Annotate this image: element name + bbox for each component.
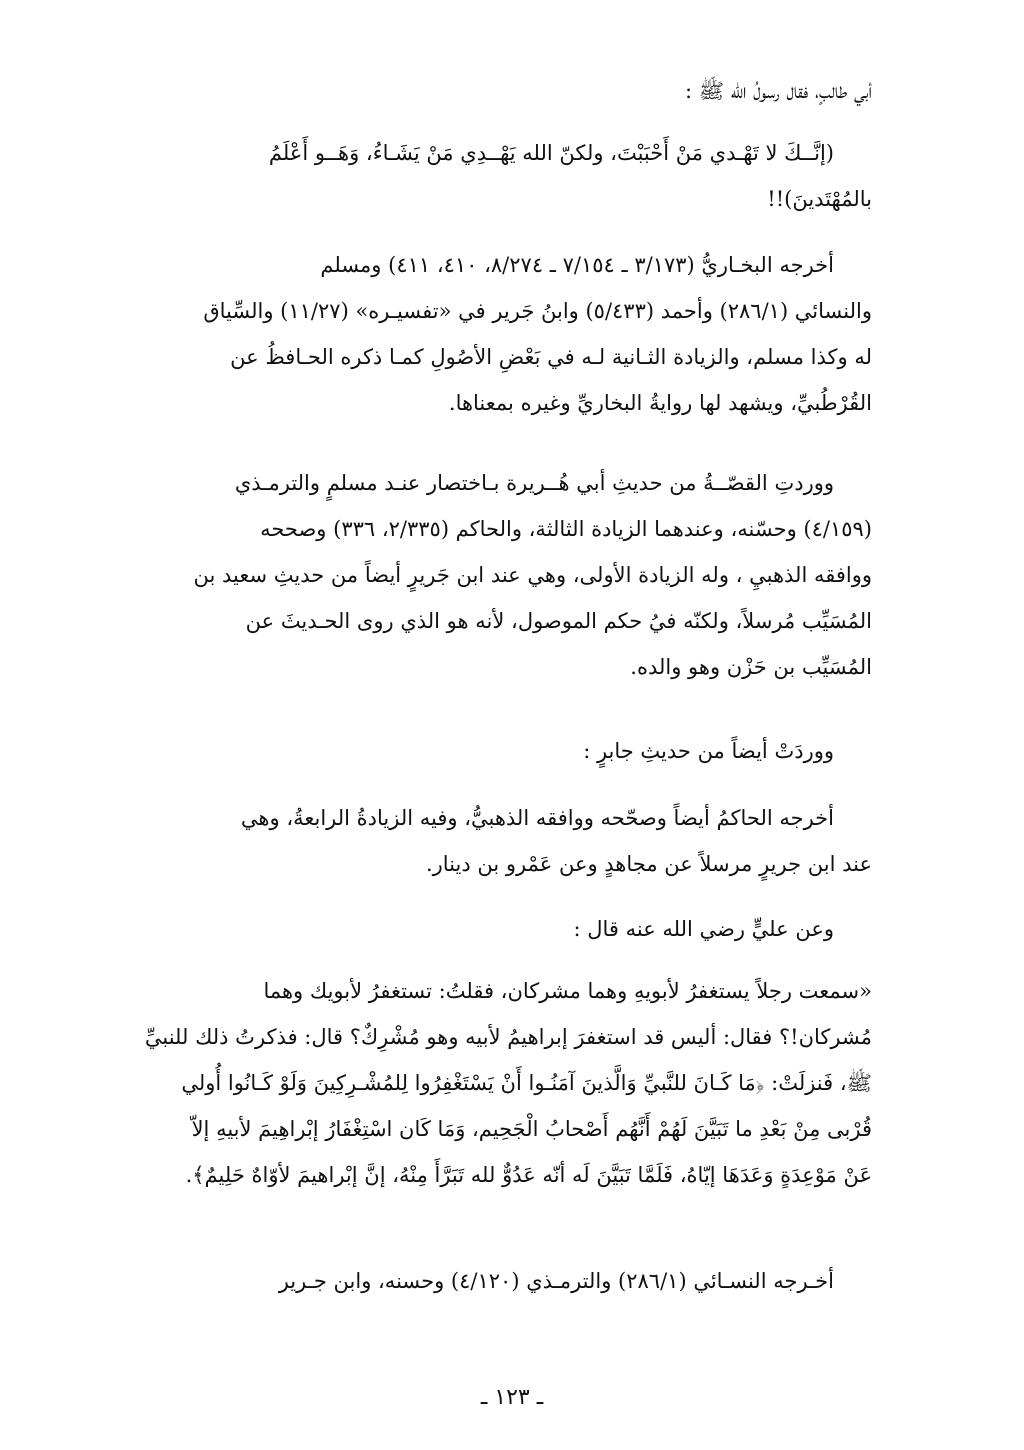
text-line: ووردتِ القصّــةُ من حديثِ أبي هُــريرة بـاختصار عنـد مسلمٍ والترمـذي xyxy=(234,471,834,495)
jabir-paragraph xyxy=(92,728,872,774)
text-line: (إنَّــكَ لا تَهْـدي مَنْ أَحْبَبْتَ، ولكنّ الله يَهْــدِي مَنْ يَشَـاءُ، وَهَــو أَعْلَمُ xyxy=(268,141,834,165)
page-number: ـ ١٢٣ ـ xyxy=(480,1385,544,1410)
text-line: «سمعت رجلاً يستغفرُ لأبويهِ وهما مشركان، فقلتُ: تستغفرُ لأبويك وهما xyxy=(263,979,872,1003)
text-line: عند ابن جريرٍ مرسلاً عن مجاهدٍ وعن عَمْرو بن دينار. xyxy=(425,852,872,876)
text-line: أخـرجه النسـائي (٢٨٦/١) والترمـذي (٤/١٢٠) وحسنه، وابن جـرير xyxy=(278,1269,834,1293)
ali-paragraph xyxy=(92,906,872,952)
text-line: المُسَيِّب مُرسلاً، ولكنّه فيُ حكم الموصول، لأنه هو الذي روى الحـديثَ عن xyxy=(245,609,872,633)
takhrij-paragraph xyxy=(92,1258,872,1304)
takhrij-paragraph xyxy=(92,795,872,887)
quran-verse-paragraph xyxy=(92,130,872,222)
text-line: أخرجه البخـاريُّ (٣/١٧٣ ـ ٧/١٥٤ ـ ٨/٢٧٤، ٤١٠، ٤١١) ومسلم xyxy=(320,253,834,277)
text-line: وعن عليٍّ رضي الله عنه قال : xyxy=(573,917,834,941)
text-line: القُرْطُبيِّ، ويشهد لها روايةُ البخاريِّ وغيره بمعناها. xyxy=(448,391,872,415)
text-line: أبي طالبٍ، فقال رسولُ الله ﷺ : xyxy=(684,79,872,103)
takhrij-paragraph xyxy=(92,242,872,426)
text-line: له وكذا مسلم، والزيادة الثـانية لـه في بَعْضِ الأصُولِ كمـا ذكره الحـافظُ عن xyxy=(230,345,872,369)
takhrij-paragraph xyxy=(92,460,872,690)
text-line: والنسائي (٢٨٦/١) وأحمد (٥/٤٣٣) وابنُ جَرير في «تفسيـره» (١١/٢٧) والسِّياق xyxy=(203,299,872,323)
text-line: ووافقه الذهبيِ ، وله الزيادة الأولى، وهي عند ابن جَريرٍ أيضاً من حديثِ سعيد بن xyxy=(193,563,872,587)
text-line: أخرجه الحاكمُ أيضاً وصحّحه ووافقه الذهبيُّ، وفيه الزيادةُ الرابعةُ، وهي xyxy=(240,806,834,830)
text-line: بالمُهْتَدينَ)!! xyxy=(767,187,872,211)
text-line: مُشركان!؟ فقال: أليس قد استغفرَ إبراهيمُ لأبيه وهو مُشْرِكٌ؟ قال: فذكرتُ ذلك للنبيِّ xyxy=(144,1025,872,1049)
text-line: المُسَيِّب بن حَزْن وهو والده. xyxy=(630,655,872,679)
hadith-paragraph xyxy=(92,968,872,1198)
text-line: ﷺ، فَنزلَتْ: ﴿مَا كَـانَ للنَّبيِّ وَالَّذينَ آمَنُـوا أَنْ يَسْتَغْفِرُوا لِلمُشْـرِكِينَ وَلَوْ كَـانُوا أُولي xyxy=(181,1071,872,1095)
text-line: ووردَتْ أيضاً من حديثِ جابرٍ : xyxy=(583,739,834,763)
text-line: عَنْ مَوْعِدَةٍ وَعَدَهَا إيّاهُ، فَلَمَّا تَبَيَّنَ لَه أنّه عَدُوٌّ لله تَبَرَّأَ مِنْهُ، إنَّ إبْراهيمَ لأوّاهٌ حَلِيمٌ﴾. xyxy=(185,1163,872,1187)
text-line: قُرْبى مِنْ بَعْدِ ما تَبَيَّنَ لَهُمْ أَنَّهُم أَصْحابُ الْجَحِيم، وَمَا كَان اسْتِغْفَارُ إبْراهِيمَ لأبيهِ إلاّ xyxy=(191,1117,872,1141)
intro-paragraph xyxy=(92,68,872,114)
text-line: (٤/١٥٩) وحسّنه، وعندهما الزيادة الثالثة، والحاكم (٢/٣٣٥، ٣٣٦) وصححه xyxy=(260,517,872,541)
